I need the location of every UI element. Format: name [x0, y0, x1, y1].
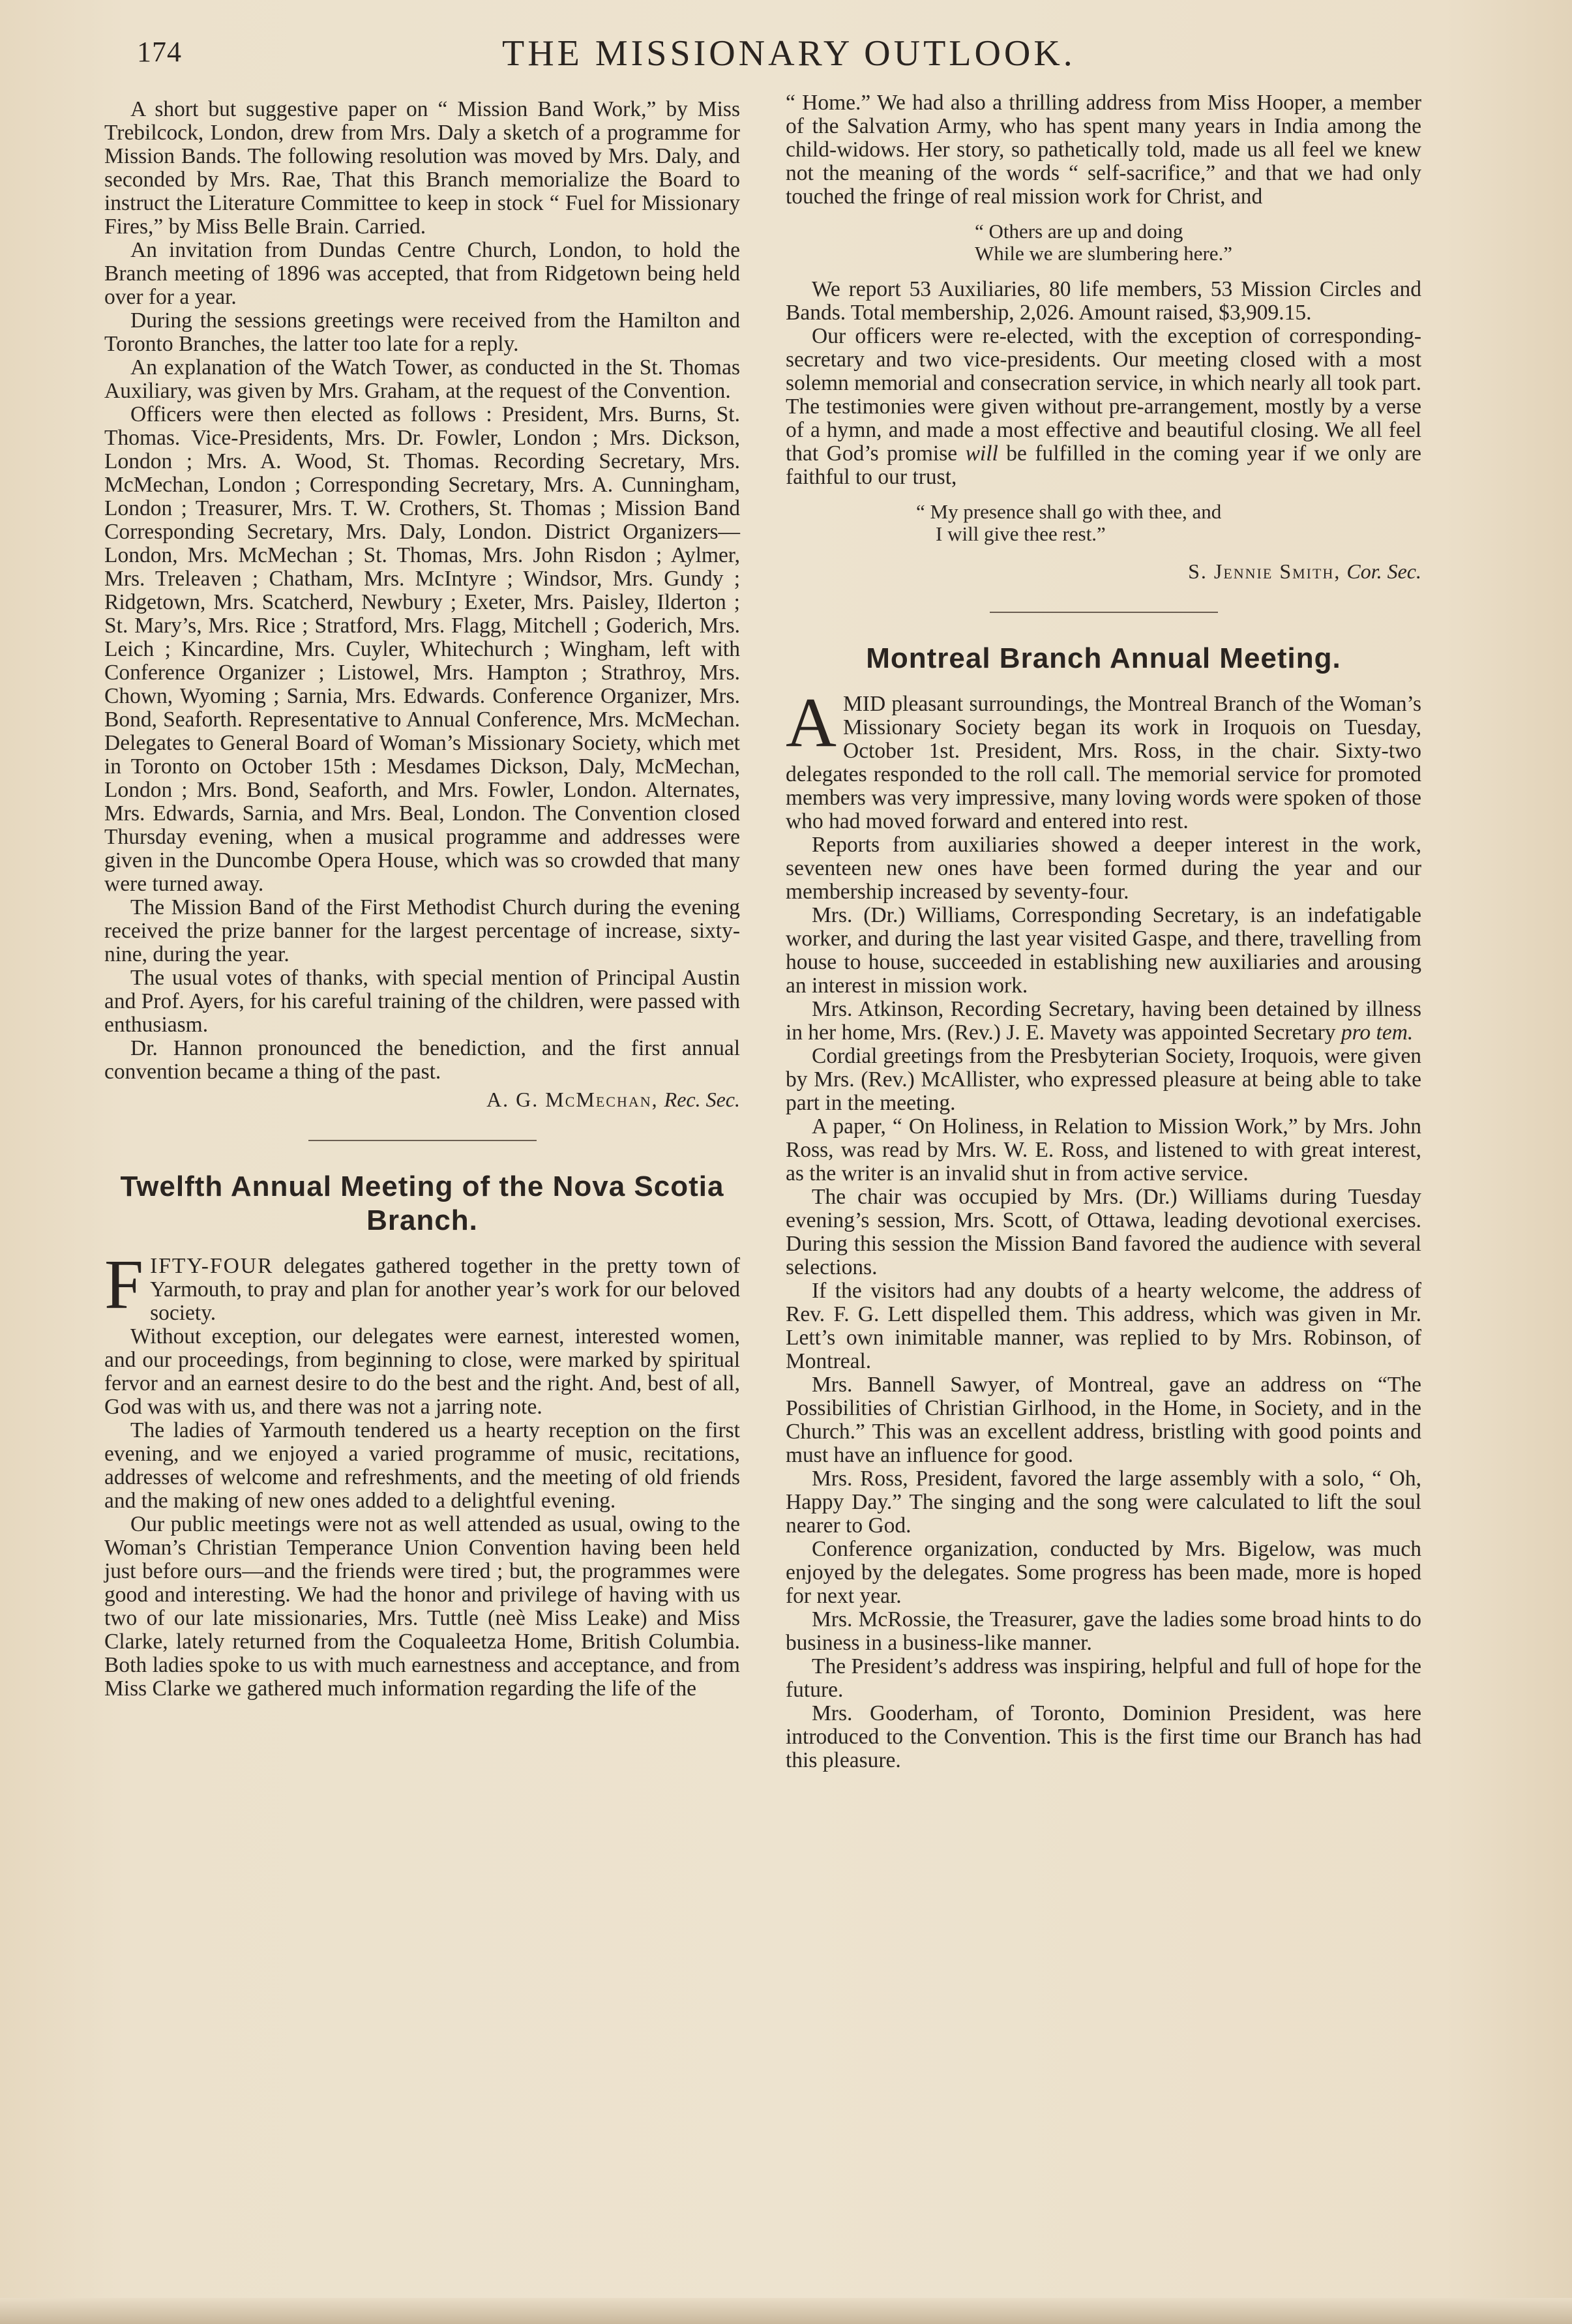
paragraph: The President’s address was inspiring, helpful and full of hope for the future.	[786, 1654, 1421, 1702]
signature-role: Cor. Sec.	[1346, 559, 1421, 583]
left-column	[104, 98, 740, 1701]
page-number: 174	[137, 36, 182, 68]
drop-cap: A	[786, 684, 837, 762]
paragraph: Our public meetings were not as well attended as usual, owing to the Woman’s Christian Temperance Union Convention having been held just before ours—and the friends were tired ; but, the programmes were good and interesting. We had the honor and privilege of having with us two of our late missionaries, Mrs. Tuttle (neè Miss Leake) and Miss Clarke, lately returned from the Coqualeetza Home, British Columbia. Both ladies spoke to us with much earnestness and acceptance, and from Miss Clarke we gathered much information regarding the life of the	[104, 1512, 740, 1701]
signature	[786, 559, 1421, 583]
italic-word: pro tem.	[1341, 1020, 1414, 1045]
signature-role: Rec. Sec.	[664, 1088, 740, 1111]
poem-line: “ My presence shall go with thee, and	[916, 500, 1222, 523]
paragraph: A short but suggestive paper on “ Mission Band Work,” by Miss Trebilcock, London, drew from Mrs. Daly a sketch of a programme for Mission Bands. The following resolution was moved by Mrs. Daly, and seconded by Mrs. Rae, That this Branch memorialize the Board to instruct the Literature Committee to keep in stock “ Fuel for Missionary Fires,” by Miss Belle Brain. Carried.	[104, 97, 740, 239]
paragraph: Mrs. Atkinson, Recording Secretary, having been detained by illness in her home, Mrs. (Rev.) J. E. Mavety was appointed Secretary pro tem.	[786, 997, 1421, 1045]
paragraph-opening	[104, 1246, 740, 1325]
paragraph: Mrs. Bannell Sawyer, of Montreal, gave an address on “The Possibilities of Christian Girlhood, in the Home, in Society, and in the Church.” This was an excellent address, bristling with good points and must have an influence for good.	[786, 1373, 1421, 1467]
poem-quote	[975, 220, 1421, 265]
paragraph: We report 53 Auxiliaries, 80 life members, 53 Mission Circles and Bands. Total membership, 2,026. Amount raised, $3,909.15.	[786, 277, 1421, 325]
paragraph: An explanation of the Watch Tower, as conducted in the St. Thomas Auxiliary, was given by Mrs. Graham, at the request of the Convention.	[104, 355, 740, 403]
paragraph: Mrs. Ross, President, favored the large assembly with a solo, “ Oh, Happy Day.” The singing and the song were calculated to lift the soul nearer to God.	[786, 1467, 1421, 1538]
paragraph: Reports from auxiliaries showed a deeper interest in the work, seventeen new ones have been formed during the year and our membership increased by seventy-four.	[786, 833, 1421, 904]
signature	[104, 1088, 740, 1111]
paragraph: During the sessions greetings were received from the Hamilton and Toronto Branches, the latter too late for a reply.	[104, 308, 740, 356]
paragraph: The usual votes of thanks, with special mention of Principal Austin and Prof. Ayers, for his careful training of the children, were passed with enthusiasm.	[104, 966, 740, 1037]
poem-quote	[916, 501, 1421, 545]
paragraph: Conference organization, conducted by Mrs. Bigelow, was much enjoyed by the delegates. Some progress has been made, more is hoped for next year.	[786, 1537, 1421, 1608]
paragraph: Mrs. (Dr.) Williams, Corresponding Secretary, is an indefatigable worker, and during the last year visited Gaspe, and there, travelling from house to house, succeeded in establishing new auxiliaries and arousing an interest in mission work.	[786, 903, 1421, 998]
paragraph: Without exception, our delegates were earnest, interested women, and our proceedings, from beginning to close, were marked by spiritual fervor and an earnest desire to do the best and the right. And, best of all, God was with us, and there was not a jarring note.	[104, 1324, 740, 1419]
section-heading-nova-scotia: Twelfth Annual Meeting of the Nova Scotia Branch.	[120, 1170, 724, 1236]
section-divider	[308, 1140, 537, 1141]
paragraph: The Mission Band of the First Methodist Church during the evening received the prize banner for the largest percentage of increase, sixty-nine, during the year.	[104, 895, 740, 966]
paragraph: Officers were then elected as follows : President, Mrs. Burns, St. Thomas. Vice-Presidents, Mrs. Dr. Fowler, London ; Mrs. Dickson, London ; Mrs. A. Wood, St. Thomas. Recording Secretary, Mrs. McMechan, London ; Corresponding Secretary, Mrs. A. Cunningham, London ; Treasurer, Mrs. T. W. Crothers, St. Thomas ; Mission Band Corresponding Secretary, Mrs. Daly, London. District Organizers—London, Mrs. McMechan ; St. Thomas, Mrs. John Risdon ; Aylmer, Mrs. Treleaven ; Chatham, Mrs. McIntyre ; Windsor, Mrs. Gundy ; Ridgetown, Mrs. Scatcherd, Newbury ; Exeter, Mrs. Paisley, Ilderton ; St. Mary’s, Mrs. Rice ; Stratford, Mrs. Flagg, Mitchell ; Goderich, Mrs. Leich ; Kincardine, Mrs. Cuyler, Whitechurch ; Wingham, left with Conference Organizer ; Listowel, Mrs. Hampton ; Strathroy, Mrs. Chown, Wyoming ; Sarnia, Mrs. Edwards. Conference Organizer, Mrs. Bond, Seaforth. Representative to Annual Conference, Mrs. McMechan. Delegates to General Board of Woman’s Missionary Society, which met in Toronto on October 15th : Mesdames Dickson, Daly, McMechan, London ; Mrs. Bond, Seaforth, and Mrs. Fowler, London. Alternates, Mrs. Edwards, Sarnia, and Mrs. Beal, London. The Convention closed Thursday evening, when a musical programme and addresses were given in the Duncombe Opera House, which was so crowded that many were turned away.	[104, 402, 740, 896]
italic-word: will	[965, 441, 998, 466]
section-divider	[990, 612, 1218, 613]
paragraph-opening	[786, 684, 1421, 833]
paragraph: The ladies of Yarmouth tendered us a hearty reception on the first evening, and we enjoyed a varied programme of music, recitations, addresses of welcome and refreshments, and the meeting of old friends and the making of new ones added to a delightful evening.	[104, 1418, 740, 1513]
poem-line: I will give thee rest.”	[936, 522, 1106, 545]
paragraph: A paper, “ On Holiness, in Relation to Mission Work,” by Mrs. John Ross, was read by Mrs. W. E. Ross, and listened to with great interest, as the writer is an invalid shut in from active service.	[786, 1114, 1421, 1185]
paragraph: Dr. Hannon pronounced the benediction, and the first annual convention became a thing of the past.	[104, 1036, 740, 1084]
page-header	[130, 31, 1434, 83]
paragraph-continued: “ Home.” We had also a thrilling address from Miss Hooper, a member of the Salvation Army, who has spent many years in India among the child-widows. Her story, so pathetically told, made us all feel we knew not the meaning of the words “ self-sacrifice,” and that we had only touched the fringe of real mission work for Christ, and	[786, 91, 1421, 209]
running-title: THE MISSIONARY OUTLOOK.	[502, 33, 1076, 74]
section-heading-montreal: Montreal Branch Annual Meeting.	[866, 642, 1341, 674]
paragraph: Mrs. Gooderham, of Toronto, Dominion President, was here introduced to the Convention. This is the first time our Branch has had this pleasure.	[786, 1701, 1421, 1772]
opening-text: delegates gathered together in the pretty town of Yarmouth, to pray and plan for another year’s work for our beloved society.	[150, 1254, 740, 1325]
right-column	[786, 91, 1421, 1772]
poem-line: “ Others are up and doing	[975, 220, 1183, 243]
paragraph: The chair was occupied by Mrs. (Dr.) Williams during Tuesday evening’s session, Mrs. Scott, of Ottawa, leading devotional exercises. During this session the Mission Band favored the audience with several selections.	[786, 1185, 1421, 1279]
paragraph: Mrs. McRossie, the Treasurer, gave the ladies some broad hints to do business in a business-like manner.	[786, 1607, 1421, 1655]
signature-name: S. Jennie Smith,	[1188, 559, 1341, 583]
paragraph: If the visitors had any doubts of a hearty welcome, the address of Rev. F. G. Lett dispelled them. This address, which was given in Mr. Lett’s own inimitable manner, was replied to by Mrs. Robinson, of Montreal.	[786, 1279, 1421, 1373]
paragraph: An invitation from Dundas Centre Church, London, to hold the Branch meeting of 1896 was accepted, that from Ridgetown being held over for a year.	[104, 238, 740, 309]
drop-cap: F	[104, 1246, 144, 1324]
opening-word: IFTY-FOUR	[150, 1254, 274, 1278]
paragraph: Cordial greetings from the Presbyterian Society, Iroquois, were given by Mrs. (Rev.) McAllister, who expressed pleasure at being able to take part in the meeting.	[786, 1044, 1421, 1115]
poem-line: While we are slumbering here.”	[975, 242, 1233, 265]
signature-name: A. G. McMechan,	[486, 1088, 659, 1111]
paragraph: Our officers were re-elected, with the exception of corresponding-secretary and two vice-presidents. Our meeting closed with a most solemn memorial and consecration service, in which nearly all took part. The testimonies were given without pre-arrangement, mostly by a verse of a hymn, and made a most effective and beautiful closing. We all feel that God’s promise will be fulfilled in the coming year if we only are faithful to our trust,	[786, 324, 1421, 489]
opening-text: MID pleasant surroundings, the Montreal Branch of the Woman’s Missionary Society began its work in Iroquois on Tuesday, October 1st. President, Mrs. Ross, in the chair. Sixty-two delegates responded to the roll call. The memorial service for promoted members was very impressive, many loving words were spoken of those who had moved forward and entered into rest.	[786, 692, 1421, 833]
page-bottom-edge	[0, 2298, 1572, 2324]
